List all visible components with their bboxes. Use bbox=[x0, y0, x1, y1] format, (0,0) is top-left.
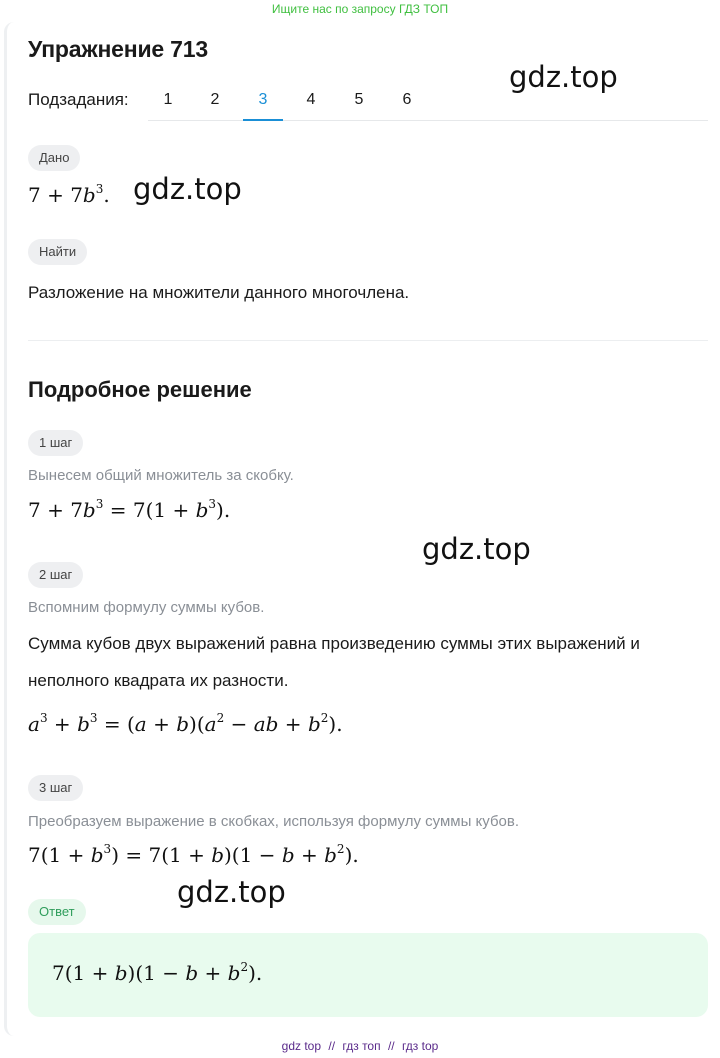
step-1-hint: Вынесем общий множитель за скобку. bbox=[28, 467, 294, 484]
watermark: gdz.top bbox=[133, 172, 242, 206]
footer-link-1[interactable]: gdz top bbox=[281, 1039, 322, 1053]
solution-title: Подробное решение bbox=[28, 377, 252, 402]
watermark: gdz.top bbox=[509, 60, 618, 94]
step-3-expression: $7(1 + b^3) = 7(1 + b)(1 - b + b^2)$. bbox=[28, 842, 359, 867]
top-banner[interactable]: Ищите нас по запросу ГДЗ ТОП bbox=[271, 2, 449, 16]
footer-link-2[interactable]: гдз топ bbox=[342, 1039, 381, 1053]
footer-separator: // bbox=[328, 1039, 336, 1053]
step-3-hint: Преобразуем выражение в скобках, используя формулу суммы кубов. bbox=[28, 813, 520, 830]
subtasks-label: Подзадания: bbox=[28, 90, 129, 109]
subtask-tab-6[interactable]: 6 bbox=[402, 91, 412, 108]
step-1-chip: 1 шаг bbox=[28, 430, 83, 456]
given-expression: $7 + 7b^3$. bbox=[28, 182, 110, 207]
watermark: gdz.top bbox=[422, 532, 531, 566]
divider bbox=[28, 340, 708, 341]
find-text: Разложение на множители данного многочлена. bbox=[28, 283, 410, 302]
subtask-tab-1[interactable]: 1 bbox=[163, 91, 173, 108]
step-2-hint: Вспомним формулу суммы кубов. bbox=[28, 599, 265, 616]
watermark: gdz.top bbox=[177, 875, 286, 909]
find-chip: Найти bbox=[28, 239, 87, 265]
subtask-tab-5[interactable]: 5 bbox=[354, 91, 364, 108]
step-2-text-line-2: неполного квадрата их разности. bbox=[28, 671, 289, 690]
exercise-card bbox=[4, 22, 716, 1036]
subtasks-tabs bbox=[148, 80, 708, 121]
step-2-text-line-1: Сумма кубов двух выражений равна произведению суммы этих выражений и bbox=[28, 634, 640, 653]
subtask-tab-2[interactable]: 2 bbox=[210, 91, 220, 108]
step-2-chip: 2 шаг bbox=[28, 562, 83, 588]
footer-links bbox=[0, 1039, 720, 1053]
answer-box bbox=[28, 933, 708, 1017]
given-chip: Дано bbox=[28, 145, 80, 171]
subtask-tab-3[interactable]: 3 bbox=[243, 80, 283, 121]
subtask-tab-4[interactable]: 4 bbox=[306, 91, 316, 108]
footer-separator: // bbox=[387, 1039, 395, 1053]
step-1-expression: $7 + 7b^3 = 7(1 + b^3)$. bbox=[28, 497, 231, 522]
step-2-expression: $a^3 + b^3 = (a + b)(a^2$ − ab + $b^2$). bbox=[28, 711, 343, 736]
footer-link-3[interactable]: гдз top bbox=[401, 1039, 439, 1053]
step-3-chip: 3 шаг bbox=[28, 775, 83, 801]
page-title: Упражнение 713 bbox=[28, 36, 208, 62]
answer-chip: Ответ bbox=[28, 899, 86, 925]
answer-expression: $7(1 + b)(1 - b + b^2)$. bbox=[52, 960, 263, 985]
